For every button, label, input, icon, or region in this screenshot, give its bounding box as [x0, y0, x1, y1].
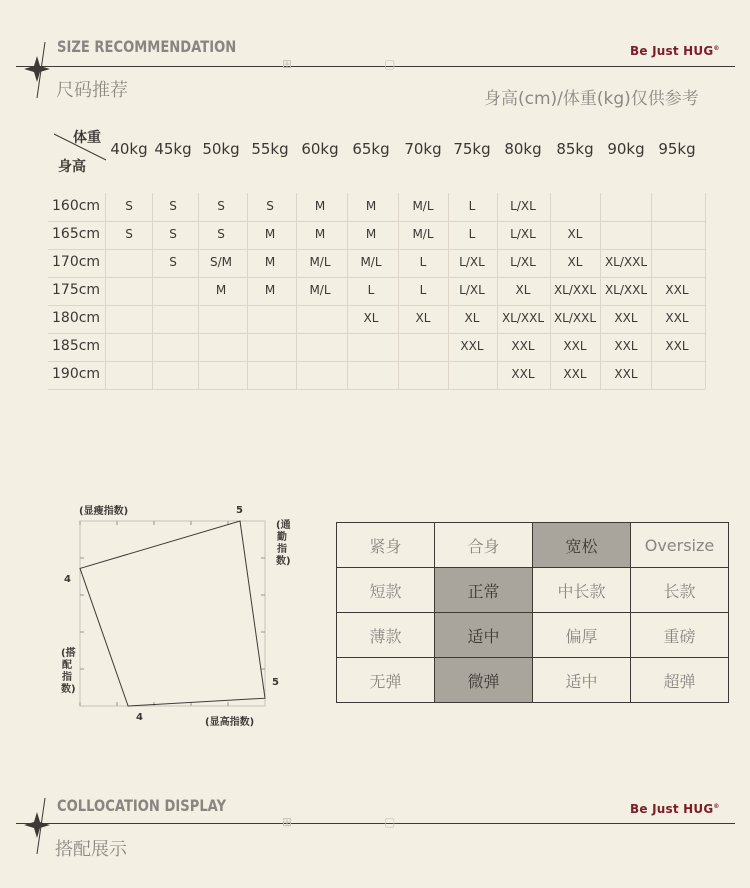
height-label: 165cm	[52, 226, 101, 242]
size-cell: XL	[567, 255, 583, 269]
section-divider	[16, 66, 735, 67]
corner-height-label: 身高	[58, 159, 86, 175]
radar-frame	[80, 521, 265, 706]
grid-line	[48, 277, 705, 278]
attribute-row	[337, 658, 729, 703]
attribute-row	[337, 523, 729, 568]
size-cell: L	[367, 283, 375, 297]
attribute-option-selected: 正常	[435, 568, 533, 613]
attributes-table	[336, 522, 729, 703]
size-cell: M/L	[309, 255, 331, 269]
attribute-option-selected: 适中	[435, 613, 533, 658]
section-divider	[16, 823, 735, 824]
weight-header: 80kg	[504, 140, 542, 158]
size-cell: M	[365, 227, 377, 241]
weight-header: 50kg	[202, 140, 240, 158]
attribute-option-selected: 宽松	[533, 523, 631, 568]
radar-value-left: 4	[64, 574, 71, 585]
size-cell: S	[266, 199, 274, 213]
size-cell: L/XL	[510, 255, 536, 269]
logo-mark-icon: ⊞	[282, 815, 293, 829]
grid-line	[48, 389, 705, 390]
size-cell: S	[169, 255, 177, 269]
size-cell: XL/XXL	[604, 255, 648, 269]
weight-header: 85kg	[556, 140, 594, 158]
size-cell: S	[169, 227, 177, 241]
size-cell: XXL	[563, 339, 587, 353]
size-cell: M	[365, 199, 377, 213]
size-cell: M/L	[412, 227, 434, 241]
size-cell: XXL	[614, 367, 638, 381]
size-cell: M/L	[309, 283, 331, 297]
size-cell: XL	[515, 283, 531, 297]
size-cell: L	[468, 227, 476, 241]
size-cell: XL	[464, 311, 480, 325]
grid-line	[105, 193, 106, 389]
radar-polygon	[80, 521, 265, 706]
weight-header: 65kg	[352, 140, 390, 158]
grid-line	[152, 193, 153, 389]
size-cell: XXL	[563, 367, 587, 381]
size-cell: XXL	[614, 311, 638, 325]
attribute-option: 合身	[435, 523, 533, 568]
size-cell: S	[169, 199, 177, 213]
size-cell: XXL	[665, 283, 689, 297]
attribute-row	[337, 568, 729, 613]
attribute-option: 超弹	[631, 658, 729, 703]
radar-value-top: 5	[236, 505, 243, 516]
size-cell: S	[125, 199, 133, 213]
radar-label-left: (搭配指数)	[61, 648, 76, 695]
size-cell: XXL	[511, 339, 535, 353]
size-cell: XL/XXL	[604, 283, 648, 297]
size-cell: L/XL	[459, 283, 485, 297]
weight-header: 75kg	[453, 140, 491, 158]
weight-header: 60kg	[301, 140, 339, 158]
weight-header: 55kg	[251, 140, 289, 158]
size-cell: M/L	[412, 199, 434, 213]
size-cell: M/L	[360, 255, 382, 269]
logo-d-icon: ▢	[384, 57, 396, 71]
attribute-option-selected: 微弹	[435, 658, 533, 703]
height-label: 190cm	[52, 366, 101, 382]
radar-label-right: (通勤指数)	[276, 520, 291, 567]
radar-value-bottom: 4	[136, 712, 143, 723]
weight-header: 90kg	[607, 140, 645, 158]
attribute-option: 紧身	[337, 523, 435, 568]
height-label: 180cm	[52, 310, 101, 326]
section-title-en: SIZE RECOMMENDATION	[57, 37, 237, 56]
size-cell: XL	[567, 227, 583, 241]
height-label: 185cm	[52, 338, 101, 354]
size-cell: XXL	[665, 339, 689, 353]
section-title-zh: 尺码推荐	[56, 80, 128, 101]
brand-logo: Be Just HUG®	[630, 802, 720, 816]
attribute-option: 无弹	[337, 658, 435, 703]
logo-mark-icon: ⊞	[282, 57, 293, 71]
attribute-option: 长款	[631, 568, 729, 613]
size-cell: L	[419, 283, 427, 297]
weight-header: 40kg	[110, 140, 148, 158]
size-cell: XL	[415, 311, 431, 325]
grid-line	[48, 221, 705, 222]
height-label: 175cm	[52, 282, 101, 298]
logo-d-icon: ▢	[384, 815, 396, 829]
weight-header: 70kg	[404, 140, 442, 158]
size-cell: M	[314, 199, 326, 213]
attribute-option: Oversize	[631, 523, 729, 568]
size-cell: M	[215, 283, 227, 297]
size-cell: XL/XXL	[553, 311, 597, 325]
weight-header: 95kg	[658, 140, 696, 158]
size-cell: XL	[363, 311, 379, 325]
size-cell: XXL	[665, 311, 689, 325]
size-cell: L	[468, 199, 476, 213]
height-label: 160cm	[52, 198, 101, 214]
size-cell: S	[217, 227, 225, 241]
size-cell: XL/XXL	[553, 283, 597, 297]
grid-line	[48, 361, 705, 362]
size-cell: XXL	[614, 339, 638, 353]
corner-weight-label: 体重	[73, 130, 101, 146]
radar-label-bottom: (显高指数)	[205, 717, 255, 728]
radar-value-right: 5	[272, 677, 279, 688]
attribute-option: 适中	[533, 658, 631, 703]
grid-line	[48, 249, 705, 250]
size-cell: XL/XXL	[501, 311, 545, 325]
size-cell: M	[264, 227, 276, 241]
attribute-option: 中长款	[533, 568, 631, 613]
attribute-option: 短款	[337, 568, 435, 613]
size-cell: M	[314, 227, 326, 241]
size-cell: L/XL	[510, 227, 536, 241]
radar-chart	[60, 505, 290, 735]
grid-line	[48, 305, 705, 306]
size-cell: S	[217, 199, 225, 213]
collocation-title-zh: 搭配展示	[55, 839, 127, 860]
size-cell: L	[419, 255, 427, 269]
attribute-row	[337, 613, 729, 658]
size-cell: S	[125, 227, 133, 241]
attribute-option: 重磅	[631, 613, 729, 658]
attribute-option: 薄款	[337, 613, 435, 658]
radar-label-top: (显瘦指数)	[79, 506, 129, 517]
collocation-title-en: COLLOCATION DISPLAY	[57, 796, 227, 815]
size-cell: M	[264, 283, 276, 297]
size-cell: L/XL	[459, 255, 485, 269]
attribute-option: 偏厚	[533, 613, 631, 658]
size-cell: S/M	[209, 255, 232, 269]
weight-header: 45kg	[154, 140, 192, 158]
size-note: 身高(cm)/体重(kg)仅供参考	[484, 89, 699, 109]
grid-line	[705, 193, 706, 389]
brand-logo: Be Just HUG®	[630, 44, 720, 58]
height-label: 170cm	[52, 254, 101, 270]
size-cell: XXL	[511, 367, 535, 381]
size-cell: L/XL	[510, 199, 536, 213]
size-cell: XXL	[460, 339, 484, 353]
size-cell: M	[264, 255, 276, 269]
grid-line	[48, 333, 705, 334]
